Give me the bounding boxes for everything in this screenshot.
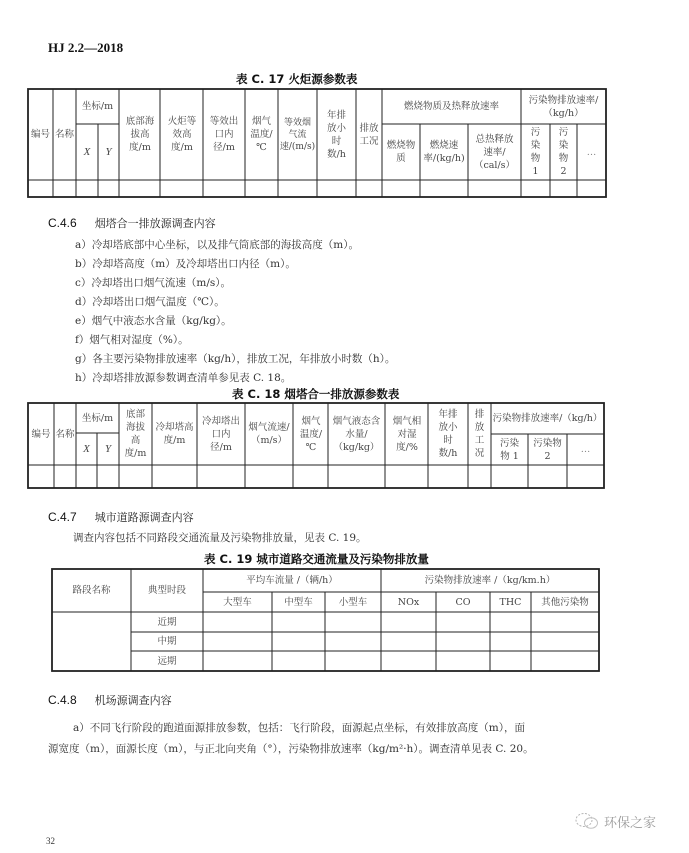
c18-header-base-elevation: 底部海拔高度/m xyxy=(124,409,147,459)
c46-item-g: g）各主要污染物排放速率（kg/h），排放工况，年排放小时数（h）。 xyxy=(75,353,396,365)
c19-header-other: 其他污染物 xyxy=(541,596,589,608)
c18-header-x: X xyxy=(83,442,90,455)
standard-code: HJ 2.2—2018 xyxy=(48,40,124,55)
c18-header-y: Y xyxy=(104,442,112,455)
c17-header-combustion-rate: 燃烧速率/(kg/h) xyxy=(423,140,465,164)
c18-header-flue-velocity: 烟气流速/（m/s） xyxy=(248,422,290,446)
c17-header-pollutant1: 污染物1 xyxy=(530,127,541,177)
section-c47-number: C.4.7 xyxy=(48,510,77,524)
c19-header-road-name: 路段名称 xyxy=(72,585,111,596)
c19-header-small: 小型车 xyxy=(338,596,368,608)
c17-header-combustion-group: 燃烧物质及热释放速率 xyxy=(403,101,499,112)
c17-header-eq-flue-velocity: 等效烟气流速/(m/s) xyxy=(279,117,316,152)
section-c48-line2: 源宽度（m），面源长度（m），与正北向夹角（°），污染物排放速率（kg/m²·h）。调查清单见表 C. 20。 xyxy=(48,743,534,755)
c18-header-coord: 坐标/m xyxy=(81,412,114,424)
c19-header-thc: THC xyxy=(499,596,522,608)
c18-header-pollutant2: 污染物 2 xyxy=(533,437,562,462)
c19-row-period: 近期 xyxy=(157,616,177,628)
section-c47-body: 调查内容包括不同路段交通流量及污染物排放量，见表 C. 19。 xyxy=(73,532,367,544)
c18-header-tower-height: 冷却塔高度/m xyxy=(155,422,194,446)
c17-header-flue-temp: 烟气温度/℃ xyxy=(250,116,273,153)
section-c48-number: C.4.8 xyxy=(48,693,77,707)
c19-row-period: 中期 xyxy=(157,636,177,647)
c18-header-annual-hours: 年排放小时数/h xyxy=(438,409,458,459)
table-c18-title: 表 C. 18 烟塔合一排放源参数表 xyxy=(232,387,400,401)
section-c48-heading xyxy=(48,692,172,708)
page-number: 32 xyxy=(46,836,55,846)
watermark-text: 环保之家 xyxy=(604,815,657,831)
c19-header-co: CO xyxy=(455,596,471,608)
c17-header-x: X xyxy=(83,145,91,158)
section-c46-number: C.4.6 xyxy=(48,216,77,230)
c46-item-d: d）冷却塔出口烟气温度（℃）。 xyxy=(75,296,225,308)
c19-header-traffic-group: 平均车流量 /（辆/h） xyxy=(246,575,338,586)
section-c46-title: 烟塔合一排放源调查内容 xyxy=(94,217,216,230)
c18-header-flue-temp: 烟气温度/℃ xyxy=(299,415,323,453)
c46-item-c: c）冷却塔出口烟气流速（m/s）。 xyxy=(75,277,232,289)
c17-header-pollutant2: 污染物2 xyxy=(558,127,569,177)
c46-item-e: e）烟气中液态水含量（kg/kg）。 xyxy=(75,315,232,327)
c18-header-id: 编号 xyxy=(31,428,51,440)
c17-header-id: 编号 xyxy=(30,129,50,140)
c46-item-f: f）烟气相对湿度（%）。 xyxy=(75,334,189,346)
c18-header-tower-outlet-diameter: 冷却塔出口内径/m xyxy=(202,415,241,453)
section-c47-title: 城市道路源调查内容 xyxy=(94,511,194,524)
watermark xyxy=(574,810,656,832)
c17-header-base-elevation: 底部海拔高度/m xyxy=(125,116,155,153)
c18-header-liquid-water: 烟气液态含水量/（kg/kg） xyxy=(332,415,381,453)
table-c19-title: 表 C. 19 城市道路交通流量及污染物排放量 xyxy=(204,552,429,566)
c17-header-y: Y xyxy=(105,145,112,158)
wechat-logo-icon xyxy=(574,810,600,832)
c17-header-coord: 坐标/m xyxy=(81,101,114,112)
c46-item-b: b）冷却塔高度（m）及冷却塔出口内径（m）。 xyxy=(75,258,296,270)
c46-item-a: a）冷却塔底部中心坐标，以及排气筒底部的海拔高度（m）。 xyxy=(75,239,359,251)
c17-header-combustion-material: 燃烧物质 xyxy=(386,140,416,164)
section-c48-title: 机场源调查内容 xyxy=(94,694,172,707)
c19-header-emission-group: 污染物排放速率 /（kg/km.h） xyxy=(424,575,556,586)
c17-header-flare-eq-height: 火炬等效高度/m xyxy=(167,116,197,153)
c18-header-emission-condition: 排放工况 xyxy=(474,409,485,459)
c19-header-medium: 中型车 xyxy=(284,596,313,608)
c17-header-name: 名称 xyxy=(54,129,74,140)
c19-header-nox: NOx xyxy=(397,596,420,608)
table-c17-title: 表 C. 17 火炬源参数表 xyxy=(236,72,358,86)
c18-header-pollutant1: 污染物 1 xyxy=(499,437,519,462)
c19-row-period: 远期 xyxy=(157,655,177,667)
c18-header-name: 名称 xyxy=(55,428,75,440)
c17-header-pollutant-group: 污染物排放速率/（kg/h） xyxy=(528,94,599,119)
c17-header-eq-outlet-diameter: 等效出口内径/m xyxy=(209,116,239,153)
c19-header-large: 大型车 xyxy=(223,596,252,608)
c18-header-more: … xyxy=(580,444,591,455)
c17-header-annual-hours: 年排放小时数/h xyxy=(326,109,346,160)
c17-header-emission-condition: 排放工况 xyxy=(359,122,379,147)
c17-header-more: … xyxy=(586,146,597,158)
c19-header-period: 典型时段 xyxy=(147,585,186,596)
c17-header-total-heat-rate: 总热释放速率/（cal/s） xyxy=(473,133,516,171)
c46-item-h: h）冷却塔排放源参数调查清单参见表 C. 18。 xyxy=(75,372,292,384)
section-c48-line1: a）不同飞行阶段的跑道面源排放参数，包括：飞行阶段，面源起点坐标，有效排放高度（m），面 xyxy=(73,722,525,734)
c18-header-pollutant-group: 污染物排放速率/（kg/h） xyxy=(492,413,603,424)
c18-header-rel-humidity: 烟气相对湿度/% xyxy=(392,415,422,453)
